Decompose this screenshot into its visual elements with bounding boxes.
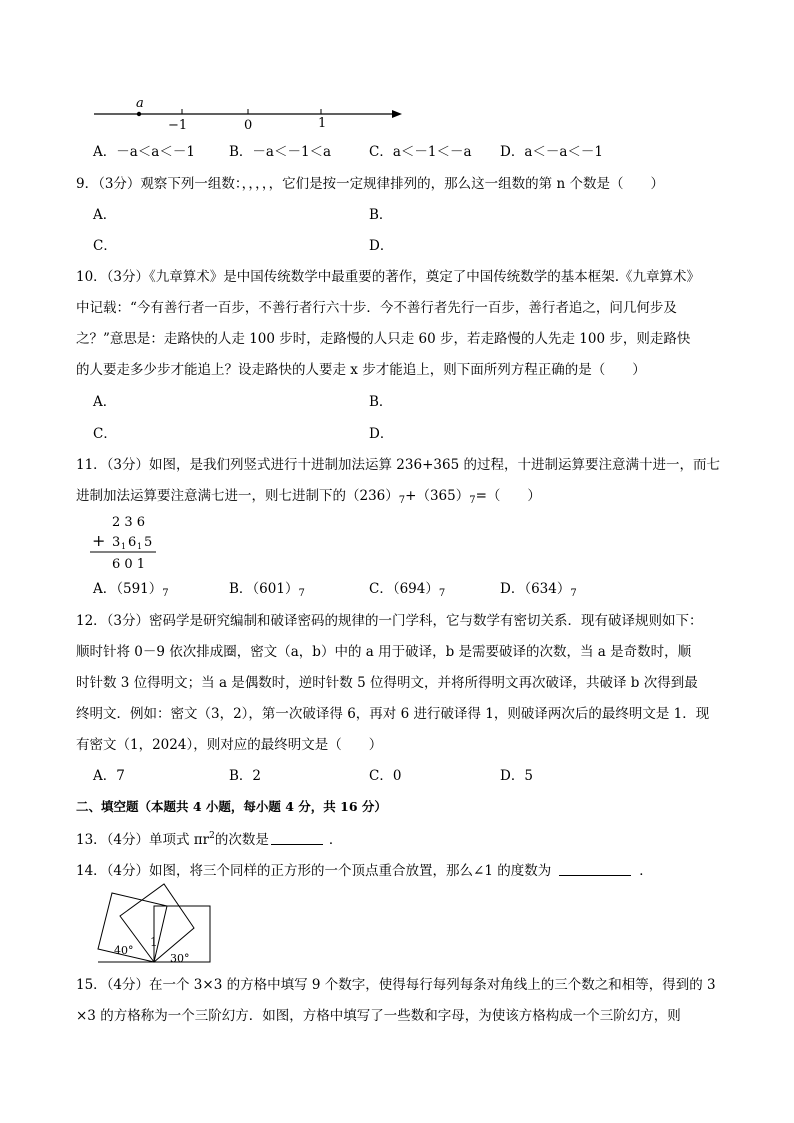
q12-line-4: 终明文．例如：密文（3，2），第一次破译得 6，再对 6 进行破译得 1，则破译两次后的最终明文是 1．现 — [76, 706, 710, 722]
q9-option-b[interactable]: B． — [369, 207, 393, 223]
q9-option-a[interactable]: A． — [93, 207, 117, 223]
point-a-dot — [137, 112, 141, 116]
calc-row2-d2: 6 — [128, 535, 137, 550]
q10-option-a[interactable]: A． — [93, 394, 117, 410]
q9-stem: 9．（3分）观察下列一组数：，，，，，它们是按一定规律排列的，那么这一组数的第 n 个数是（ ） — [76, 176, 664, 192]
q12-line-3: 时针数 3 位得明文；当 a 是偶数时，逆时针数 5 位得明文，并将所得明文再次破译，共破译 b 次得到最 — [76, 675, 698, 691]
q12-option-d[interactable]: D．5 — [500, 768, 533, 784]
number-line-figure — [90, 96, 410, 134]
q10-option-b[interactable]: B． — [369, 394, 393, 410]
q11-option-b[interactable]: B．$(601)_7$ — [229, 581, 305, 599]
angle-label-40: 40° — [114, 944, 134, 957]
q11-line-1: 11．（3分）如图，是我们列竖式进行十进制加法运算 236+365 的过程，十进制运算要注意满十进一，而七 — [76, 457, 720, 473]
q12-option-b[interactable]: B．2 — [229, 768, 262, 784]
q11-line-2: 进制加法运算要注意满七进一，则七进制下的$(236)_7+(365)_7=$（ ） — [76, 488, 541, 506]
label-neg1: −1 — [168, 118, 188, 133]
q8-option-a[interactable]: A．－a＜a＜－1 — [93, 144, 195, 160]
three-squares-figure — [90, 878, 220, 968]
q9-option-d[interactable]: D． — [369, 238, 394, 254]
q11-option-c[interactable]: C．$(694)_7$ — [369, 581, 446, 599]
q9-option-c[interactable]: C． — [93, 238, 117, 254]
q13-answer-blank[interactable] — [271, 832, 323, 845]
q12-option-a[interactable]: A．7 — [93, 768, 125, 784]
q8-option-c[interactable]: C．a＜－1＜－a — [369, 144, 472, 160]
q10-option-c[interactable]: C． — [93, 426, 117, 442]
q15-line-2: ×3 的方格称为一个三阶幻方．如图，方格中填写了一些数和字母，为使该方格构成一个三阶幻方，则 — [76, 1008, 681, 1024]
q14-answer-blank[interactable] — [559, 863, 631, 876]
label-1: 1 — [318, 116, 327, 131]
q10-line-2: 中记载：“今有善行者一百步，不善行者行六十步．今不善行者先行一百步，善行者追之，问几何步及 — [76, 300, 677, 316]
q11-option-a[interactable]: A．$(591)_7$ — [93, 581, 169, 599]
angle-label-30: 30° — [170, 952, 190, 965]
q8-option-b[interactable]: B．－a＜－1＜a — [229, 144, 332, 160]
calc-row1: 2 3 6 — [112, 515, 146, 530]
calc-result: 6 0 1 — [112, 557, 146, 572]
q10-option-d[interactable]: D． — [369, 426, 394, 442]
section-heading-fill-blank: 二、填空题（本题共 4 小题，每小题 4 分，共 16 分） — [76, 799, 387, 814]
q11-option-d[interactable]: D．$(634)_7$ — [500, 581, 577, 599]
label-0: 0 — [244, 118, 253, 133]
q15-line-1: 15．（4分）在一个 3×3 的方格中填写 9 个数字，使得每行每列每条对角线上的三个数之和相等，得到的 3 — [76, 977, 716, 993]
label-a: a — [136, 96, 144, 111]
calc-row2-d1: 3 — [112, 535, 121, 550]
q12-option-c[interactable]: C．0 — [369, 768, 402, 784]
calc-carry2: 1 — [137, 542, 143, 551]
q12-line-5: 有密文（1，2024），则对应的最终明文是（ ） — [76, 737, 383, 753]
q10-line-4: 的人要走多少步才能追上？设走路快的人要走 x 步才能追上，则下面所列方程正确的是（ ） — [76, 362, 646, 378]
q13-line: 13．（4分）单项式 $\pi r^2$的次数是 ． — [76, 831, 343, 848]
q8-option-d[interactable]: D．a＜－a＜－1 — [500, 144, 604, 160]
q14-line: 14．（4分）如图，将三个同样的正方形的一个顶点重合放置，那么∠1 的度数为 ． — [76, 863, 653, 879]
arrow-head-icon — [392, 110, 402, 118]
q12-line-1: 12．（3分）密码学是研究编制和破译密码的规律的一门学科，它与数学有密切关系．现有破译规则如下： — [76, 613, 703, 629]
calc-carry1: 1 — [121, 542, 127, 551]
vertical-addition-figure — [88, 512, 168, 574]
q10-line-3: 之？”意思是：走路快的人走 100 步时，走路慢的人只走 60 步，若走路慢的人先走 100 步，则走路快 — [76, 331, 691, 347]
calc-plus: + — [92, 531, 106, 550]
q10-line-1: 10．（3分）《九章算术》是中国传统数学中最重要的著作，奠定了中国传统数学的基本框架.《九章算术》 — [76, 269, 701, 285]
q12-line-2: 顺时针将 0－9 依次排成圈，密文（a，b）中的 a 用于破译，b 是需要破译的次数，当 a 是奇数时，顺 — [76, 644, 692, 660]
calc-row2-d3: 5 — [144, 535, 153, 550]
angle-label-1: 1 — [150, 935, 158, 949]
